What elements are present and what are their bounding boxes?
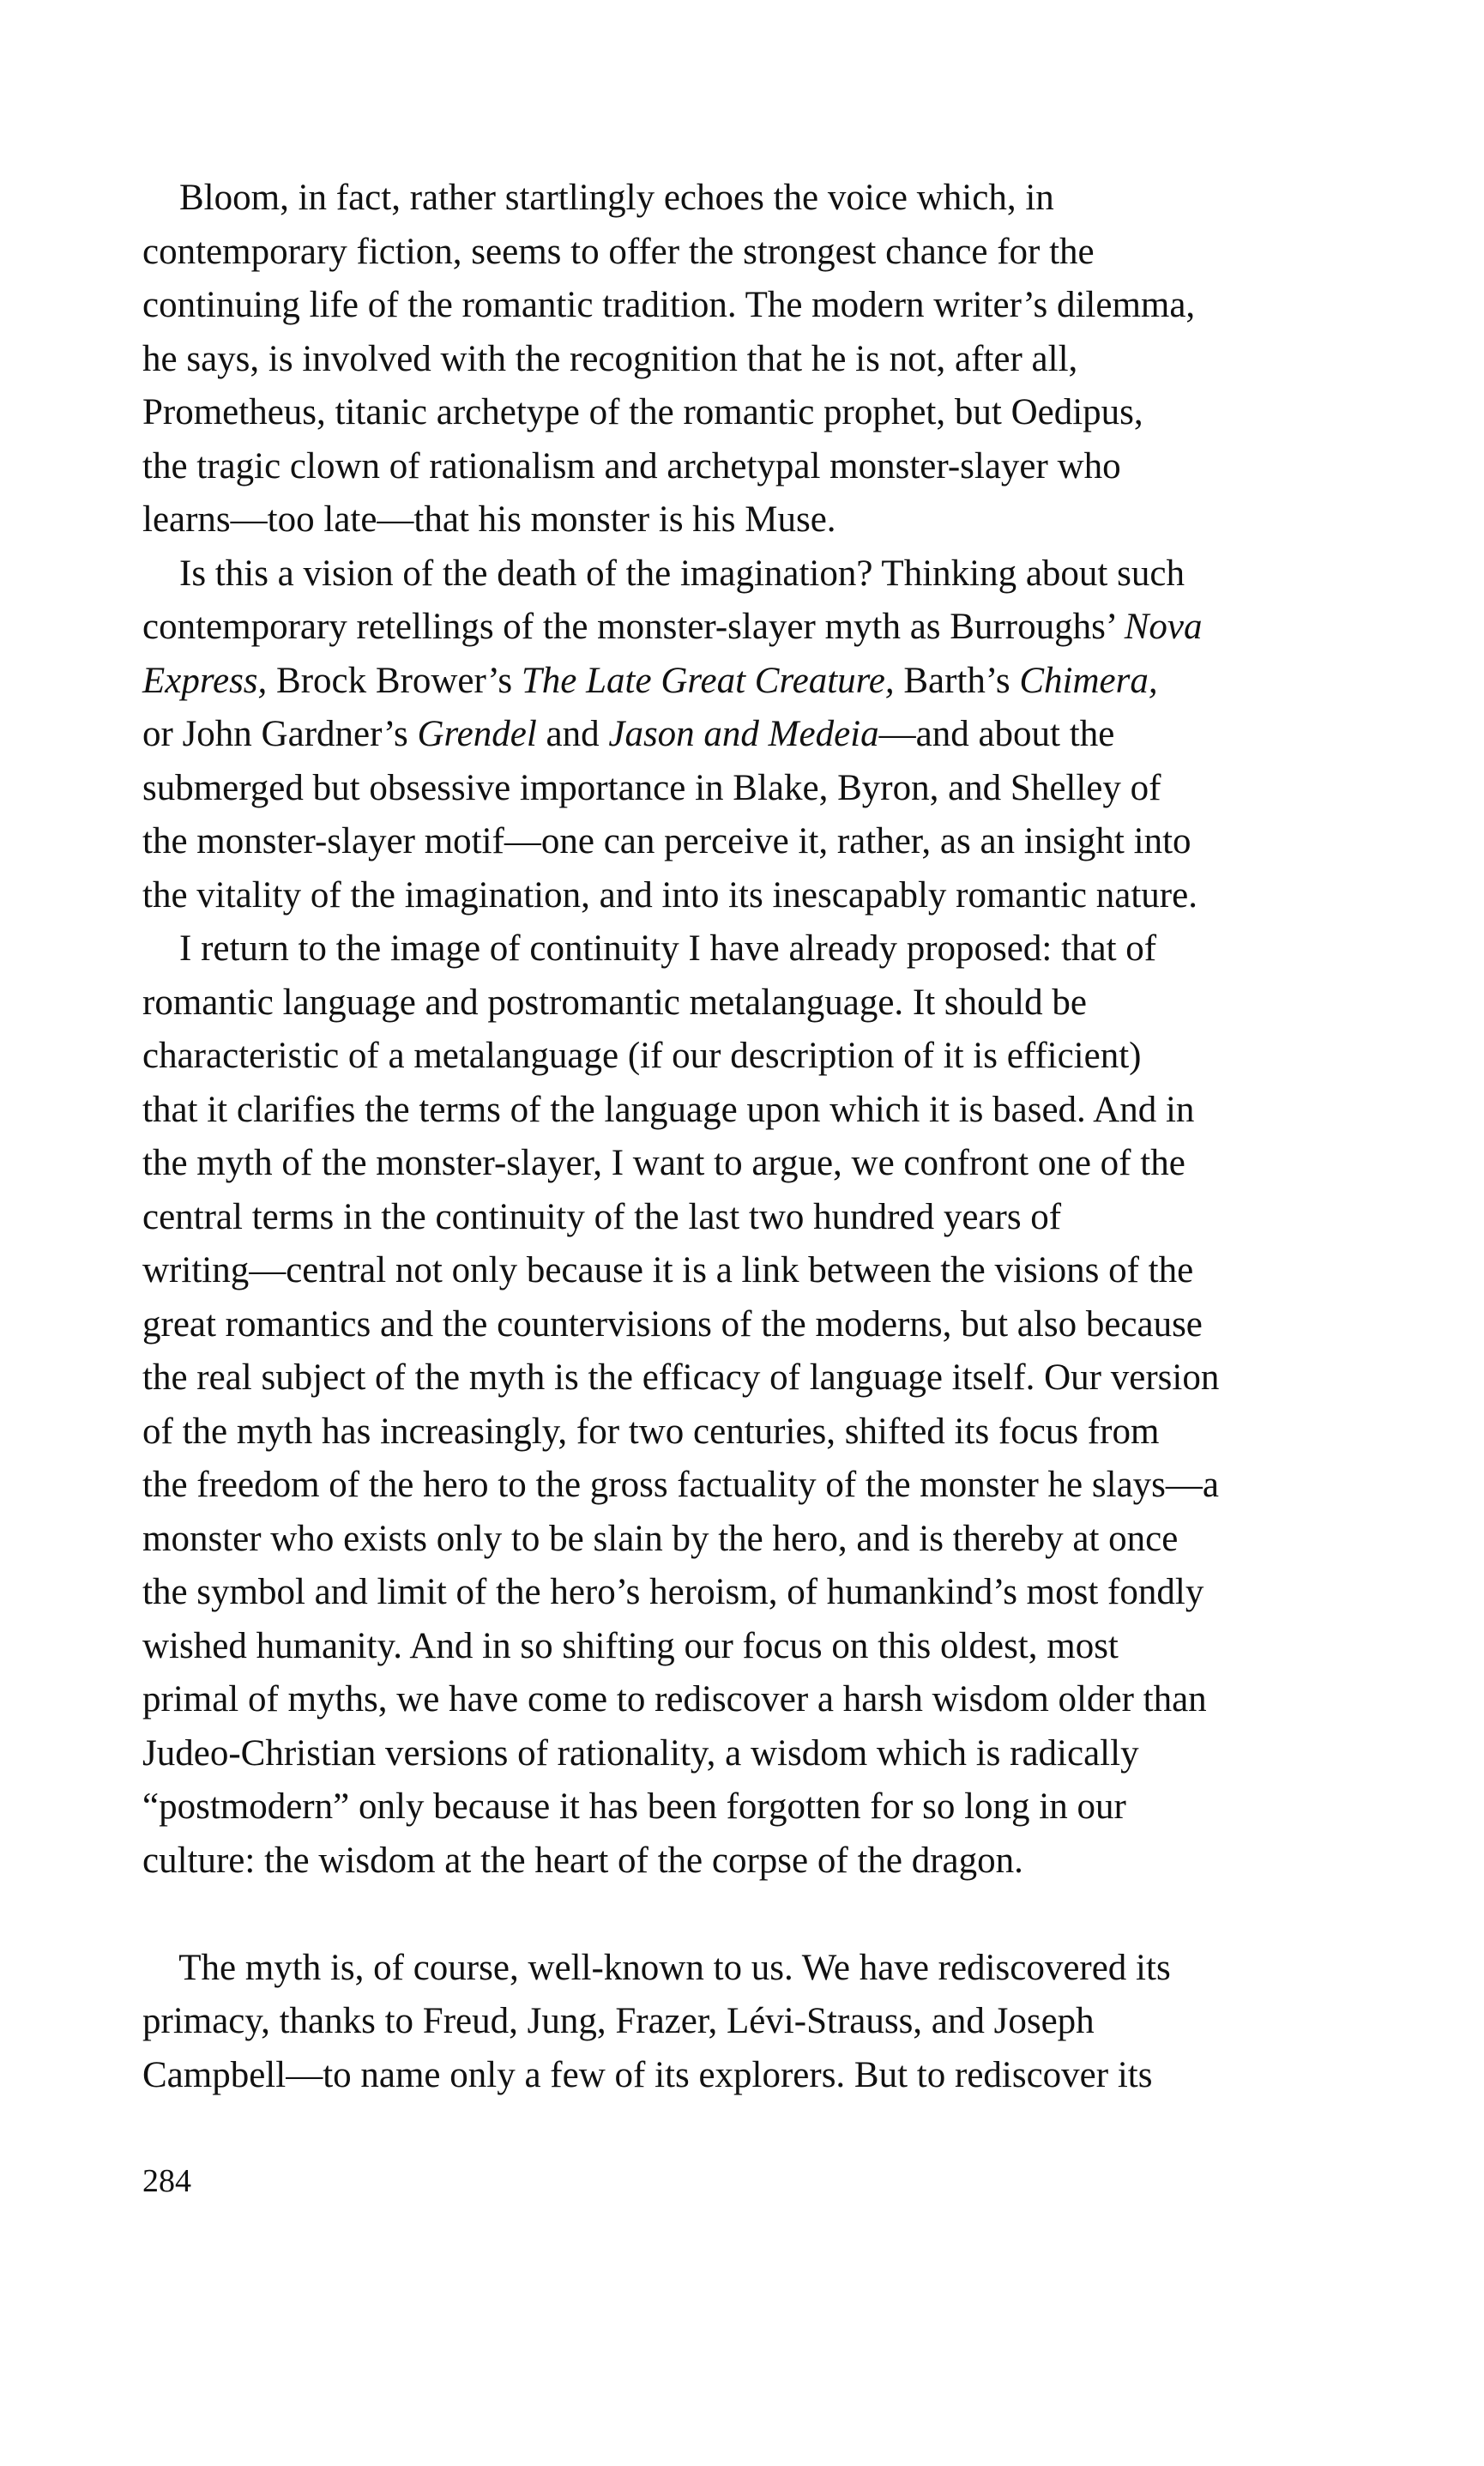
- text-segment: The myth is, of course, well-known to us. We have rediscovered its: [142, 1947, 1171, 1988]
- text-segment: writing—central not only because it is a link between the visions of the: [142, 1250, 1194, 1290]
- text-line: [142, 1995, 1343, 2049]
- text-segment: the myth of the monster-slayer, I want to argue, we confront one of the: [142, 1143, 1185, 1183]
- text-segment: and: [536, 714, 609, 754]
- text-segment: contemporary retellings of the monster-slayer myth as Burroughs’: [142, 607, 1125, 647]
- text-segment: the vitality of the imagination, and into its inescapably romantic nature.: [142, 874, 1197, 916]
- text-line: [142, 1942, 1343, 1996]
- text-segment: central terms in the continuity of the last two hundred years of: [142, 1196, 1062, 1237]
- text-segment: Judeo-Christian versions of rationality, a wisdom which is radically: [142, 1732, 1139, 1774]
- text-segment: culture: the wisdom at the heart of the corpse of the dragon.: [142, 1840, 1023, 1881]
- paragraph: [142, 1942, 1343, 2103]
- italic-title: Express,: [142, 660, 268, 701]
- text-line: [142, 1780, 1343, 1834]
- text-segment: romantic language and postromantic metalanguage. It should be: [142, 982, 1087, 1023]
- paragraph: [142, 172, 1343, 547]
- italic-title: Grendel: [417, 714, 537, 754]
- text-segment: —and about the: [878, 714, 1115, 754]
- italic-title: Nova: [1124, 607, 1203, 647]
- text-segment: wished humanity. And in so shifting our focus on this oldest, most: [142, 1625, 1119, 1666]
- italic-title: The Late Great Creature,: [521, 660, 895, 701]
- text-segment: the symbol and limit of the hero’s heroism, of humankind’s most fondly: [142, 1572, 1204, 1612]
- body-text: [142, 172, 1343, 2102]
- text-line: [142, 440, 1343, 494]
- text-segment: primal of myths, we have come to rediscover a harsh wisdom older than: [142, 1679, 1207, 1720]
- text-line: [142, 1513, 1343, 1567]
- text-line: [142, 815, 1343, 869]
- text-segment: Brock Brower’s: [267, 660, 522, 701]
- text-segment: primacy, thanks to Freud, Jung, Frazer, Lévi-Strauss, and Joseph: [142, 2001, 1095, 2041]
- text-segment: Prometheus, titanic archetype of the romantic prophet, but Oedipus,: [142, 392, 1143, 432]
- text-segment: learns—too late—that his monster is his Muse.: [142, 499, 836, 540]
- text-line: [142, 279, 1343, 333]
- text-line: [142, 708, 1343, 762]
- text-segment: contemporary fiction, seems to offer the strongest chance for the: [142, 231, 1095, 272]
- italic-title: Jason and Medeia: [608, 714, 879, 754]
- text-segment: Campbell—to name only a few of its explorers. But to rediscover its: [142, 2054, 1153, 2095]
- text-segment: continuing life of the romantic tradition. The modern writer’s dilemma,: [142, 285, 1196, 325]
- text-line: [142, 1405, 1343, 1460]
- text-line: [142, 226, 1343, 280]
- text-segment: monster who exists only to be slain by the hero, and is thereby at once: [142, 1518, 1179, 1559]
- text-line: [142, 601, 1343, 655]
- text-line: [142, 1673, 1343, 1727]
- text-segment: or John Gardner’s: [142, 714, 418, 754]
- text-line: [142, 1351, 1343, 1405]
- text-line: [142, 922, 1343, 976]
- text-line: [142, 333, 1343, 387]
- text-segment: the freedom of the hero to the gross factuality of the monster he slays—a: [142, 1465, 1219, 1505]
- text-line: [142, 1566, 1343, 1620]
- text-segment: characteristic of a metalanguage (if our description of it is efficient): [142, 1036, 1142, 1076]
- text-line: [142, 1459, 1343, 1513]
- text-line: [142, 386, 1343, 440]
- text-line: [142, 547, 1343, 601]
- text-line: [142, 1244, 1343, 1298]
- paragraph: [142, 547, 1343, 923]
- text-line: [142, 1727, 1343, 1781]
- page-number: 284: [142, 2163, 191, 2199]
- text-line: [142, 869, 1343, 923]
- text-segment: submerged but obsessive importance in Blake, Byron, and Shelley of: [142, 767, 1161, 808]
- paragraph: [142, 922, 1343, 1888]
- text-line: [142, 2049, 1343, 2103]
- text-segment: Is this a vision of the death of the imagination? Thinking about such: [142, 553, 1185, 594]
- text-segment: the monster-slayer motif—one can perceive it, rather, as an insight into: [142, 821, 1191, 861]
- text-segment: I return to the image of continuity I have already proposed: that of: [142, 928, 1157, 969]
- text-line: [142, 1298, 1343, 1352]
- text-segment: of the myth has increasingly, for two centuries, shifted its focus from: [142, 1411, 1160, 1452]
- text-line: [142, 976, 1343, 1031]
- text-line: [142, 1084, 1343, 1138]
- text-segment: “postmodern” only because it has been forgotten for so long in our: [142, 1786, 1126, 1827]
- text-line: [142, 172, 1343, 226]
- text-line: [142, 1191, 1343, 1245]
- text-line: [142, 1834, 1343, 1889]
- text-line: [142, 1137, 1343, 1191]
- italic-title: Chimera,: [1019, 660, 1158, 701]
- text-line: [142, 762, 1343, 816]
- text-line: [142, 1620, 1343, 1674]
- text-segment: Barth’s: [894, 660, 1020, 701]
- paragraph-gap: [142, 1888, 1343, 1942]
- text-segment: Bloom, in fact, rather startlingly echoes the voice which, in: [142, 178, 1054, 218]
- text-segment: the tragic clown of rationalism and archetypal monster-slayer who: [142, 445, 1121, 487]
- text-segment: the real subject of the myth is the efficacy of language itself. Our version: [142, 1357, 1220, 1398]
- text-line: [142, 655, 1343, 709]
- text-segment: that it clarifies the terms of the language upon which it is based. And in: [142, 1089, 1195, 1130]
- text-line: [142, 1030, 1343, 1084]
- text-segment: he says, is involved with the recognition that he is not, after all,: [142, 338, 1078, 379]
- text-segment: great romantics and the countervisions of the moderns, but also because: [142, 1303, 1203, 1345]
- text-line: [142, 493, 1343, 547]
